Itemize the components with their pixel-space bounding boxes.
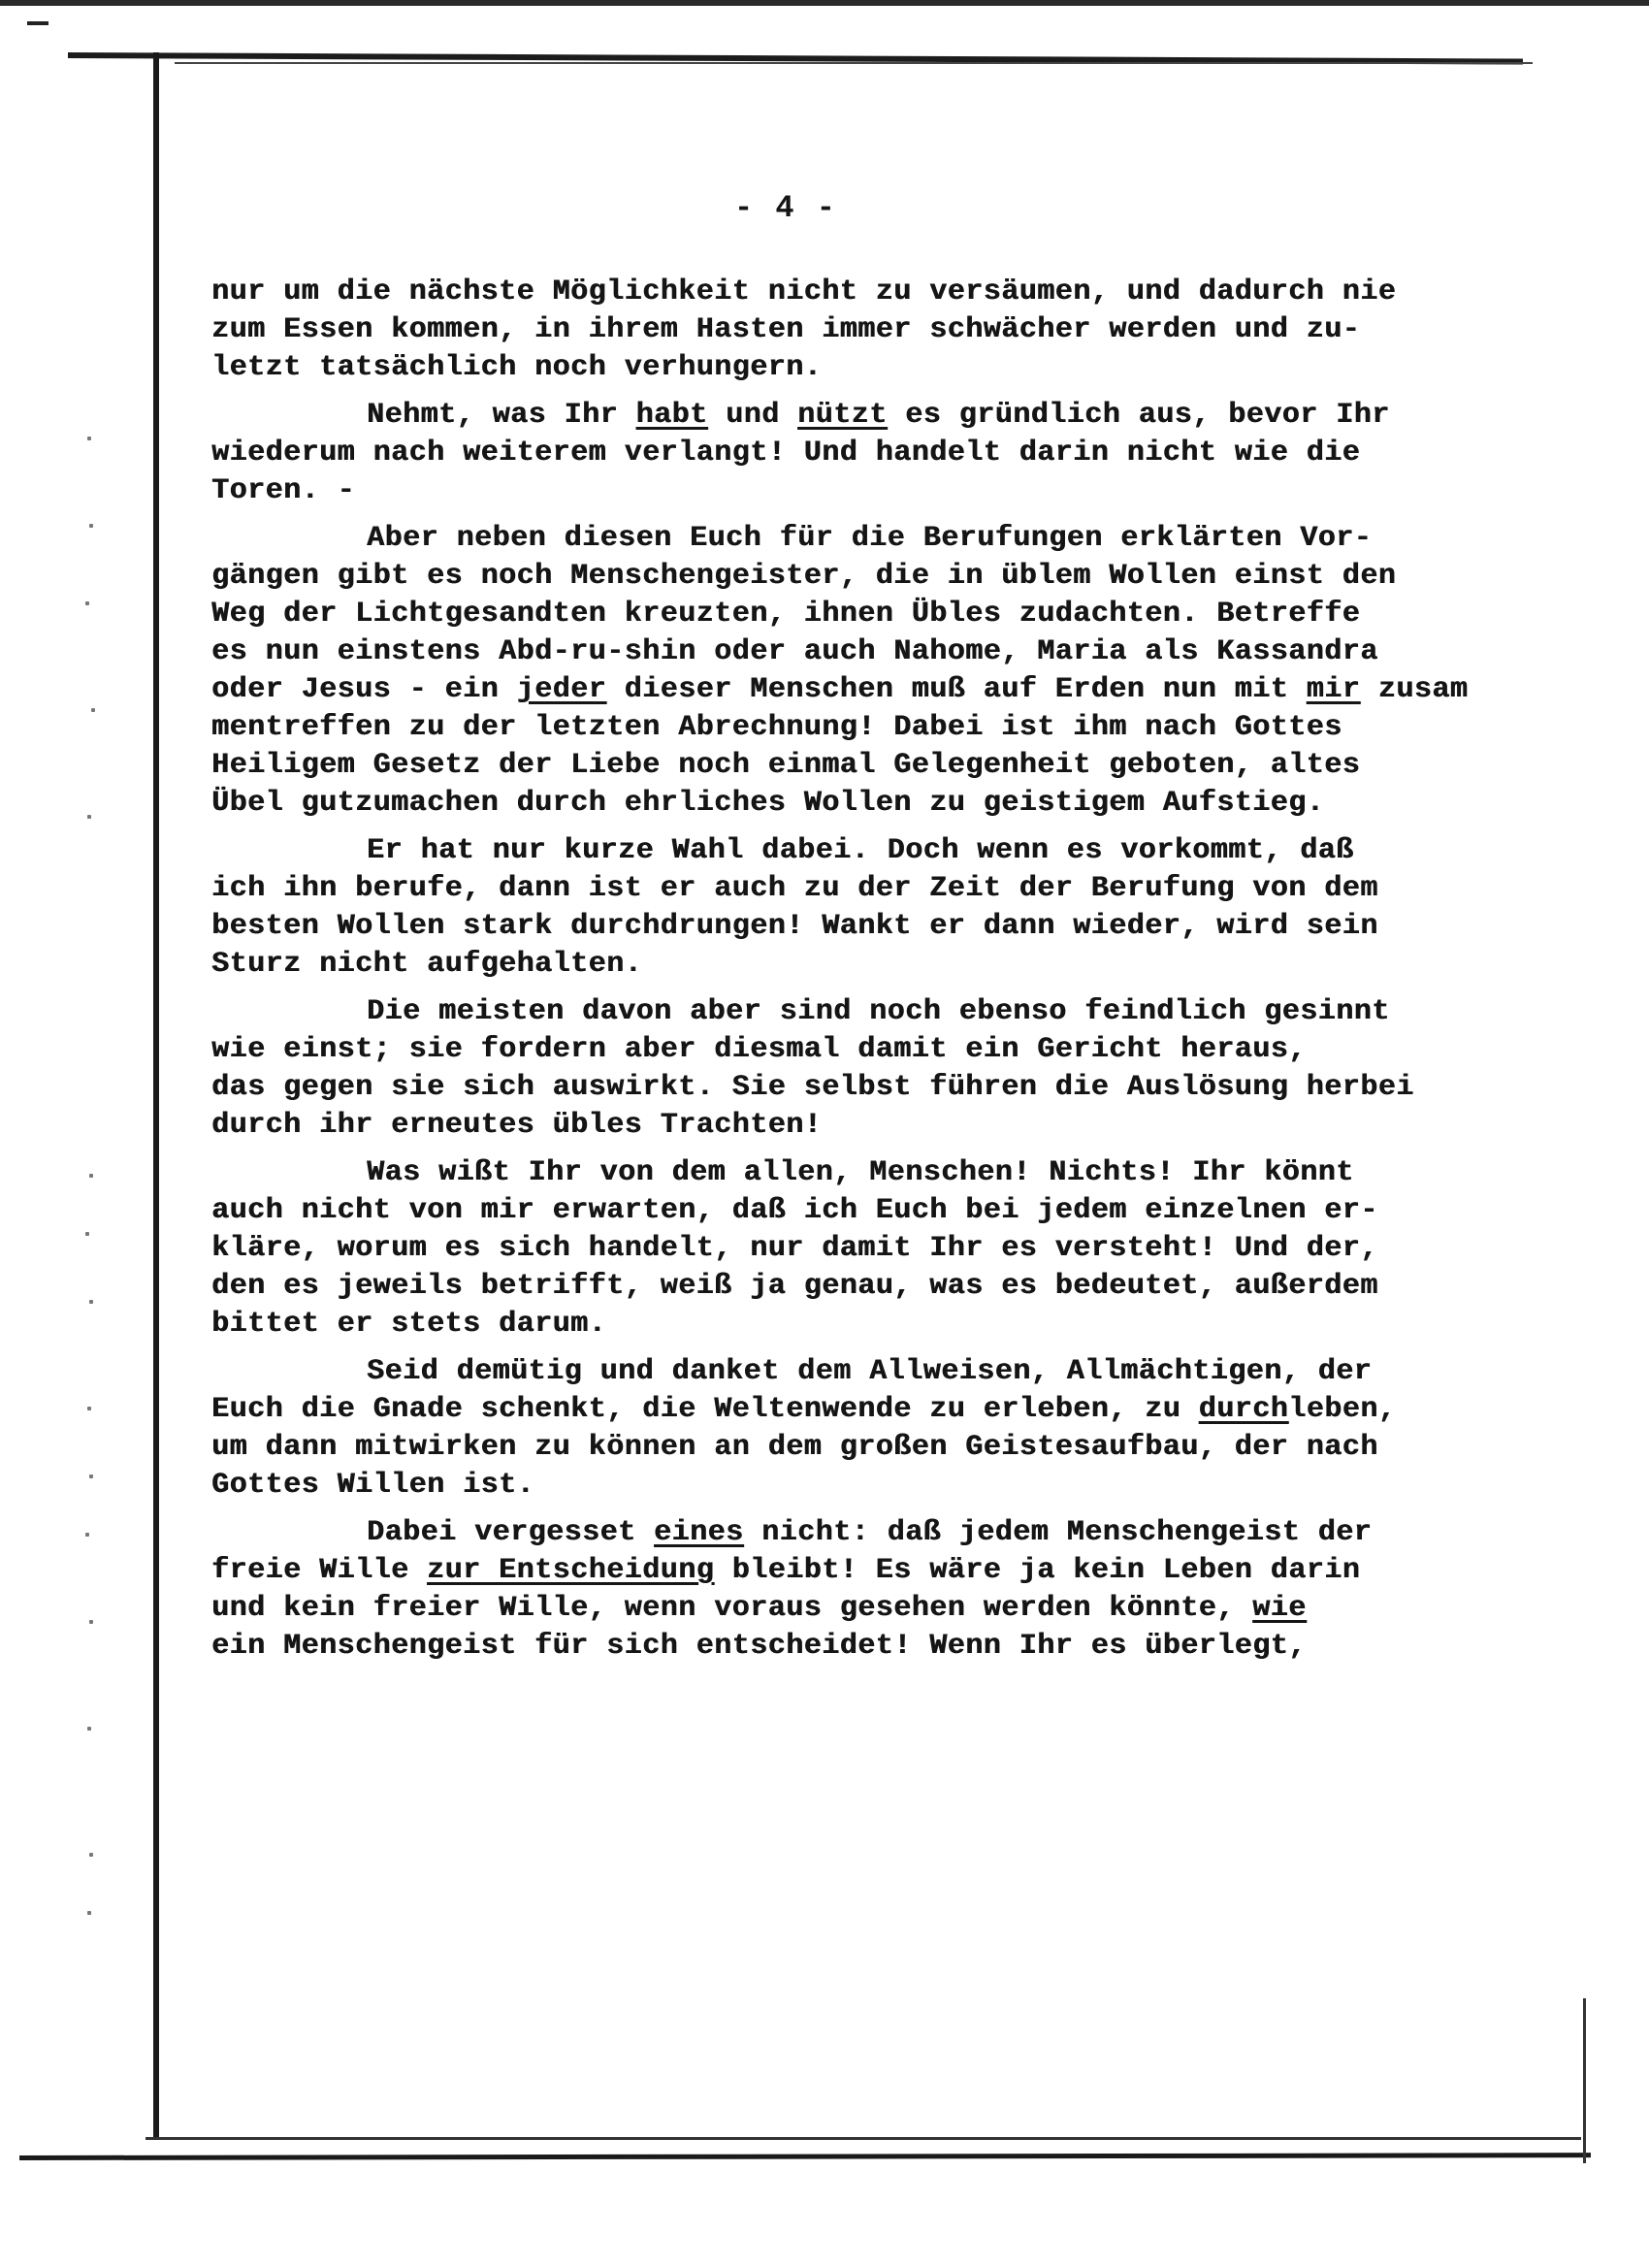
text-line: [211, 274, 1589, 311]
underlined-word: jeder: [516, 673, 607, 706]
text-segment: Die meisten davon aber sind noch ebenso feindlich gesinnt: [367, 995, 1390, 1028]
bottom-border-rule-thin: [146, 2137, 1581, 2140]
text-segment: Aber neben diesen Euch für die Berufungen erklärten Vor-: [367, 522, 1373, 555]
text-segment: bleibt! Es wäre ja kein Leben darin: [714, 1554, 1361, 1587]
text-segment: letzt tatsächlich noch verhungern.: [211, 351, 823, 384]
text-segment: dieser Menschen muß auf Erden nun mit: [606, 673, 1307, 706]
scan-top-edge: [0, 0, 1649, 6]
underlined-word: wie: [1252, 1592, 1307, 1625]
text-segment: Euch die Gnade schenkt, die Weltenwende zu erleben, zu: [211, 1393, 1199, 1426]
text-segment: leben,: [1288, 1393, 1397, 1426]
text-line: [211, 1031, 1589, 1069]
text-line: [211, 747, 1589, 785]
text-line: [211, 1590, 1589, 1628]
text-segment: durch ihr erneutes übles Trachten!: [211, 1109, 823, 1142]
text-segment: oder Jesus - ein: [211, 673, 517, 706]
text-line: [211, 1268, 1589, 1306]
text-segment: kläre, worum es sich handelt, nur damit Ihr es versteht! Und der,: [211, 1232, 1378, 1265]
paragraph: [211, 397, 1589, 510]
text-line: [211, 472, 1589, 510]
text-segment: und: [707, 399, 798, 432]
margin-scan-specks: [68, 407, 107, 1960]
text-line: [211, 1192, 1589, 1230]
text-segment: ein Menschengeist für sich entscheidet! Wenn Ihr es überlegt,: [211, 1630, 1307, 1663]
text-segment: nur um die nächste Möglichkeit nicht zu versäumen, und dadurch nie: [211, 275, 1397, 308]
text-line: [211, 1107, 1589, 1145]
right-edge-rule: [1583, 1998, 1586, 2163]
text-segment: ich ihn berufe, dann ist er auch zu der Zeit der Berufung von dem: [211, 872, 1378, 905]
text-line: [211, 1353, 1589, 1391]
text-segment: Weg der Lichtgesandten kreuzten, ihnen Übles zudachten. Betreffe: [211, 598, 1361, 631]
text-segment: Sturz nicht aufgehalten.: [211, 948, 643, 981]
text-line: [211, 870, 1589, 908]
underlined-word: mir: [1306, 673, 1361, 706]
text-line: [211, 1154, 1589, 1192]
paragraph: [211, 832, 1589, 984]
text-line: [211, 435, 1589, 472]
text-line: [211, 397, 1589, 435]
page-number: - 4 -: [733, 190, 837, 226]
text-line: [211, 993, 1589, 1031]
text-segment: Toren. -: [211, 474, 356, 507]
text-segment: bittet er stets darum.: [211, 1308, 607, 1341]
text-line: [211, 1514, 1589, 1552]
text-line: [211, 349, 1589, 387]
text-line: [211, 520, 1589, 558]
text-segment: auch nicht von mir erwarten, daß ich Euch bei jedem einzelnen er-: [211, 1194, 1378, 1227]
text-segment: zum Essen kommen, in ihrem Hasten immer schwächer werden und zu-: [211, 313, 1361, 346]
paragraph: [211, 520, 1589, 823]
text-segment: es nun einstens Abd-ru-shin oder auch Nahome, Maria als Kassandra: [211, 635, 1378, 668]
text-line: [211, 1230, 1589, 1268]
text-line: [211, 596, 1589, 633]
text-segment: wiederum nach weiterem verlangt! Und handelt darin nicht wie die: [211, 437, 1361, 470]
paragraph: [211, 1514, 1589, 1666]
underlined-word: nützt: [797, 399, 888, 432]
text-segment: Heiligem Gesetz der Liebe noch einmal Gelegenheit geboten, altes: [211, 749, 1361, 782]
text-segment: mentreffen zu der letzten Abrechnung! Dabei ist ihm nach Gottes: [211, 711, 1342, 744]
paragraph: [211, 993, 1589, 1145]
text-segment: besten Wollen stark durchdrungen! Wankt er dann wieder, wird sein: [211, 910, 1378, 943]
text-segment: Nehmt, was Ihr: [367, 399, 636, 432]
text-segment: wie einst; sie fordern aber diesmal damit ein Gericht heraus,: [211, 1033, 1307, 1066]
document-body: [211, 274, 1589, 1675]
top-border-rule-thin: [175, 62, 1533, 64]
text-line: [211, 1306, 1589, 1344]
text-segment: den es jeweils betrifft, weiß ja genau, was es bedeutet, außerdem: [211, 1270, 1378, 1303]
text-line: [211, 946, 1589, 984]
text-line: [211, 785, 1589, 823]
underlined-word: durch: [1198, 1393, 1289, 1426]
text-line: [211, 1552, 1589, 1590]
underlined-word: zur Entscheidung: [427, 1554, 715, 1587]
text-segment: gängen gibt es noch Menschengeister, die in üblem Wollen einst den: [211, 560, 1397, 593]
text-segment: Was wißt Ihr von dem allen, Menschen! Nichts! Ihr könnt: [367, 1156, 1354, 1189]
underlined-word: habt: [635, 399, 708, 432]
text-line: [211, 633, 1589, 671]
text-segment: das gegen sie sich auswirkt. Sie selbst führen die Auslösung herbei: [211, 1071, 1414, 1104]
text-line: [211, 1429, 1589, 1467]
text-line: [211, 1069, 1589, 1107]
bottom-border-rule: [19, 2153, 1591, 2160]
text-line: [211, 1391, 1589, 1429]
text-segment: Übel gutzumachen durch ehrliches Wollen zu geistigem Aufstieg.: [211, 787, 1325, 820]
text-line: [211, 558, 1589, 596]
text-line: [211, 832, 1589, 870]
paragraph: [211, 1353, 1589, 1505]
text-segment: Er hat nur kurze Wahl dabei. Doch wenn es vorkommt, daß: [367, 834, 1354, 867]
text-line: [211, 908, 1589, 946]
text-line: [211, 671, 1589, 709]
text-segment: zusam: [1360, 673, 1469, 706]
text-line: [211, 1467, 1589, 1505]
paragraph: [211, 1154, 1589, 1344]
text-line: [211, 311, 1589, 349]
text-segment: und kein freier Wille, wenn voraus gesehen werden könnte,: [211, 1592, 1253, 1625]
text-segment: nicht: daß jedem Menschengeist der: [743, 1516, 1373, 1549]
text-line: [211, 709, 1589, 747]
paragraph: [211, 274, 1589, 387]
text-segment: Seid demütig und danket dem Allweisen, Allmächtigen, der: [367, 1355, 1373, 1388]
text-segment: es gründlich aus, bevor Ihr: [887, 399, 1390, 432]
text-segment: um dann mitwirken zu können an dem großen Geistesaufbau, der nach: [211, 1431, 1378, 1464]
text-segment: freie Wille: [211, 1554, 428, 1587]
text-line: [211, 1628, 1589, 1666]
underlined-word: eines: [654, 1516, 744, 1549]
scan-corner-mark: [27, 21, 48, 25]
text-segment: Dabei vergesset: [367, 1516, 655, 1549]
text-segment: Gottes Willen ist.: [211, 1469, 535, 1502]
left-margin-rule: [153, 52, 159, 2138]
